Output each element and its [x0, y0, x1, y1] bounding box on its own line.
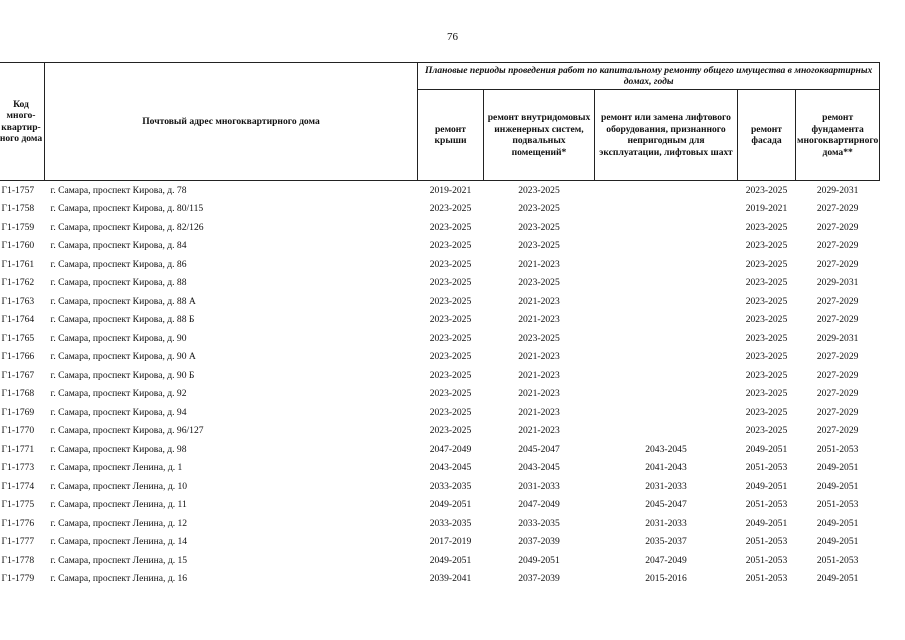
code-cell: Г1-1773	[1, 462, 35, 474]
address-cell: г. Самара, проспект Ленина, д. 11	[50, 499, 187, 511]
code-cell: Г1-1774	[1, 480, 35, 492]
elevator-period-cell	[595, 348, 738, 367]
code-cell: Г1-1776	[1, 517, 35, 529]
table-row	[0, 422, 880, 441]
address-cell: г. Самара, проспект Кирова, д. 78	[50, 184, 187, 196]
foundation-period-cell: 2027-2029	[816, 295, 859, 307]
address-cell: г. Самара, проспект Ленина, д. 1	[50, 462, 183, 474]
foundation-period-cell: 2049-2051	[816, 462, 859, 474]
table-row	[0, 200, 880, 219]
foundation-period-cell: 2049-2051	[816, 517, 859, 529]
systems-period-cell: 2023-2025	[518, 184, 560, 196]
facade-period-cell: 2023-2025	[745, 351, 788, 363]
table-header-row	[0, 63, 880, 90]
systems-period-cell: 2043-2045	[518, 462, 560, 474]
code-cell: Г1-1758	[1, 203, 35, 215]
table-row	[0, 329, 880, 348]
elevator-period-cell: 2045-2047	[645, 499, 687, 511]
roof-period-cell: 2023-2025	[429, 258, 472, 270]
elevator-period-cell	[595, 329, 738, 348]
roof-period-cell: 2023-2025	[429, 314, 472, 326]
address-cell: г. Самара, проспект Ленина, д. 15	[50, 554, 188, 566]
facade-period-cell: 2049-2051	[745, 517, 788, 529]
systems-period-cell: 2047-2049	[518, 499, 560, 511]
page-number: 76	[447, 31, 458, 43]
elevator-period-cell: 2031-2033	[645, 480, 687, 492]
elevator-period-cell: 2015-2016	[645, 573, 687, 585]
elevator-period-cell: 2035-2037	[645, 536, 687, 548]
header-address: Почтовый адрес многоквартирного дома	[45, 63, 418, 181]
header-foundation: ремонт фундамента многоквартирного дома**	[796, 90, 880, 181]
roof-period-cell: 2023-2025	[429, 295, 472, 307]
elevator-period-cell	[595, 274, 738, 293]
elevator-period-cell	[595, 403, 738, 422]
table-row	[0, 366, 880, 385]
roof-period-cell: 2017-2019	[429, 536, 472, 548]
table-row	[0, 218, 880, 237]
table-row	[0, 551, 880, 570]
elevator-period-cell	[595, 255, 738, 274]
code-cell: Г1-1757	[1, 184, 35, 196]
facade-period-cell: 2023-2025	[745, 240, 788, 252]
foundation-period-cell: 2027-2029	[816, 425, 859, 437]
foundation-period-cell: 2051-2053	[816, 443, 859, 455]
systems-period-cell: 2021-2023	[518, 406, 560, 418]
address-cell: г. Самара, проспект Кирова, д. 84	[50, 240, 187, 252]
facade-period-cell: 2023-2025	[745, 369, 788, 381]
roof-period-cell: 2023-2025	[429, 406, 472, 418]
elevator-period-cell	[595, 200, 738, 219]
table-row	[0, 385, 880, 404]
header-code: Код много-квартир-ного дома	[0, 63, 45, 181]
code-cell: Г1-1766	[1, 351, 35, 363]
roof-period-cell: 2033-2035	[429, 480, 472, 492]
repair-schedule-table	[0, 62, 880, 588]
code-cell: Г1-1763	[1, 295, 35, 307]
roof-period-cell: 2023-2025	[429, 388, 472, 400]
foundation-period-cell: 2029-2031	[816, 184, 859, 196]
roof-period-cell: 2023-2025	[429, 240, 472, 252]
address-cell: г. Самара, проспект Кирова, д. 86	[50, 258, 187, 270]
table-row	[0, 496, 880, 515]
foundation-period-cell: 2029-2031	[816, 277, 859, 289]
roof-period-cell: 2019-2021	[429, 184, 472, 196]
table-body	[0, 181, 880, 589]
code-cell: Г1-1779	[1, 573, 35, 585]
code-cell: Г1-1760	[1, 240, 35, 252]
code-cell: Г1-1770	[1, 425, 35, 437]
systems-period-cell: 2033-2035	[518, 517, 560, 529]
facade-period-cell: 2023-2025	[745, 277, 788, 289]
elevator-period-cell	[595, 181, 738, 200]
address-cell: г. Самара, проспект Кирова, д. 94	[50, 406, 187, 418]
code-cell: Г1-1767	[1, 369, 35, 381]
address-cell: г. Самара, проспект Кирова, д. 88	[50, 277, 187, 289]
systems-period-cell: 2037-2039	[518, 536, 560, 548]
facade-period-cell: 2023-2025	[745, 332, 788, 344]
foundation-period-cell: 2051-2053	[816, 499, 859, 511]
facade-period-cell: 2023-2025	[745, 388, 788, 400]
facade-period-cell: 2023-2025	[745, 406, 788, 418]
table-row	[0, 570, 880, 589]
elevator-period-cell	[595, 422, 738, 441]
facade-period-cell: 2019-2021	[745, 203, 788, 215]
systems-period-cell: 2023-2025	[518, 203, 560, 215]
systems-period-cell: 2021-2023	[518, 295, 560, 307]
elevator-period-cell: 2041-2043	[645, 462, 687, 474]
elevator-period-cell	[595, 237, 738, 256]
systems-period-cell: 2023-2025	[518, 240, 560, 252]
address-cell: г. Самара, проспект Кирова, д. 80/115	[50, 203, 204, 215]
roof-period-cell: 2023-2025	[429, 203, 472, 215]
code-cell: Г1-1764	[1, 314, 35, 326]
elevator-period-cell: 2031-2033	[645, 517, 687, 529]
foundation-period-cell: 2027-2029	[816, 240, 859, 252]
table-row	[0, 459, 880, 478]
code-cell: Г1-1778	[1, 554, 35, 566]
facade-period-cell: 2023-2025	[745, 314, 788, 326]
foundation-period-cell: 2029-2031	[816, 332, 859, 344]
roof-period-cell: 2047-2049	[429, 443, 472, 455]
table-row	[0, 533, 880, 552]
systems-period-cell: 2037-2039	[518, 573, 560, 585]
roof-period-cell: 2049-2051	[429, 554, 472, 566]
roof-period-cell: 2023-2025	[429, 221, 472, 233]
elevator-period-cell	[595, 218, 738, 237]
systems-period-cell: 2021-2023	[518, 351, 560, 363]
elevator-period-cell	[595, 385, 738, 404]
table-row	[0, 274, 880, 293]
roof-period-cell: 2043-2045	[429, 462, 472, 474]
systems-period-cell: 2021-2023	[518, 314, 560, 326]
foundation-period-cell: 2027-2029	[816, 314, 859, 326]
roof-period-cell: 2023-2025	[429, 332, 472, 344]
foundation-period-cell: 2027-2029	[816, 388, 859, 400]
foundation-period-cell: 2027-2029	[816, 351, 859, 363]
header-roof: ремонт крыши	[418, 90, 484, 181]
header-facade: ремонт фасада	[738, 90, 796, 181]
facade-period-cell: 2051-2053	[745, 462, 788, 474]
address-cell: г. Самара, проспект Кирова, д. 92	[50, 388, 187, 400]
foundation-period-cell: 2027-2029	[816, 406, 859, 418]
systems-period-cell: 2021-2023	[518, 425, 560, 437]
facade-period-cell: 2051-2053	[745, 499, 788, 511]
foundation-period-cell: 2027-2029	[816, 221, 859, 233]
code-cell: Г1-1765	[1, 332, 35, 344]
table-row	[0, 292, 880, 311]
foundation-period-cell: 2027-2029	[816, 369, 859, 381]
elevator-period-cell	[595, 292, 738, 311]
address-cell: г. Самара, проспект Ленина, д. 14	[50, 536, 188, 548]
roof-period-cell: 2039-2041	[429, 573, 472, 585]
address-cell: г. Самара, проспект Ленина, д. 12	[50, 517, 188, 529]
roof-period-cell: 2023-2025	[429, 425, 472, 437]
table-row	[0, 237, 880, 256]
address-cell: г. Самара, проспект Кирова, д. 98	[50, 443, 187, 455]
address-cell: г. Самара, проспект Кирова, д. 90 Б	[50, 369, 195, 381]
roof-period-cell: 2033-2035	[429, 517, 472, 529]
foundation-period-cell: 2049-2051	[816, 480, 859, 492]
address-cell: г. Самара, проспект Кирова, д. 90	[50, 332, 187, 344]
systems-period-cell: 2023-2025	[518, 221, 560, 233]
foundation-period-cell: 2049-2051	[816, 536, 859, 548]
address-cell: г. Самара, проспект Кирова, д. 88 А	[50, 295, 196, 307]
address-cell: г. Самара, проспект Кирова, д. 88 Б	[50, 314, 195, 326]
address-cell: г. Самара, проспект Ленина, д. 10	[50, 480, 188, 492]
address-cell: г. Самара, проспект Кирова, д. 90 А	[50, 351, 196, 363]
code-cell: Г1-1775	[1, 499, 35, 511]
foundation-period-cell: 2027-2029	[816, 203, 859, 215]
code-cell: Г1-1761	[1, 258, 35, 270]
systems-period-cell: 2045-2047	[518, 443, 560, 455]
facade-period-cell: 2023-2025	[745, 184, 788, 196]
roof-period-cell: 2023-2025	[429, 369, 472, 381]
facade-period-cell: 2023-2025	[745, 221, 788, 233]
address-cell: г. Самара, проспект Кирова, д. 82/126	[50, 221, 204, 233]
code-cell: Г1-1777	[1, 536, 35, 548]
roof-period-cell: 2023-2025	[429, 351, 472, 363]
facade-period-cell: 2023-2025	[745, 258, 788, 270]
systems-period-cell: 2049-2051	[518, 554, 560, 566]
table-row	[0, 403, 880, 422]
table-row	[0, 514, 880, 533]
systems-period-cell: 2021-2023	[518, 258, 560, 270]
foundation-period-cell: 2027-2029	[816, 258, 859, 270]
systems-period-cell: 2023-2025	[518, 277, 560, 289]
systems-period-cell: 2023-2025	[518, 332, 560, 344]
facade-period-cell: 2051-2053	[745, 536, 788, 548]
code-cell: Г1-1771	[1, 443, 35, 455]
address-cell: г. Самара, проспект Ленина, д. 16	[50, 573, 188, 585]
elevator-period-cell: 2043-2045	[645, 443, 687, 455]
systems-period-cell: 2021-2023	[518, 388, 560, 400]
elevator-period-cell	[595, 311, 738, 330]
foundation-period-cell: 2051-2053	[816, 554, 859, 566]
systems-period-cell: 2031-2033	[518, 480, 560, 492]
facade-period-cell: 2049-2051	[745, 443, 788, 455]
address-cell: г. Самара, проспект Кирова, д. 96/127	[50, 425, 204, 437]
table-row	[0, 477, 880, 496]
table-row	[0, 348, 880, 367]
header-elevator: ремонт или замена лифтового оборудования, признанного непригодным для эксплуатации, лифтовых шахт	[595, 90, 738, 181]
table-row	[0, 181, 880, 200]
table-row	[0, 311, 880, 330]
facade-period-cell: 2051-2053	[745, 573, 788, 585]
systems-period-cell: 2021-2023	[518, 369, 560, 381]
facade-period-cell: 2023-2025	[745, 425, 788, 437]
code-cell: Г1-1769	[1, 406, 35, 418]
roof-period-cell: 2023-2025	[429, 277, 472, 289]
table-row	[0, 440, 880, 459]
elevator-period-cell: 2047-2049	[645, 554, 687, 566]
elevator-period-cell	[595, 366, 738, 385]
facade-period-cell: 2051-2053	[745, 554, 788, 566]
code-cell: Г1-1768	[1, 388, 35, 400]
facade-period-cell: 2023-2025	[745, 295, 788, 307]
header-periods: Плановые периоды проведения работ по капитальному ремонту общего имущества в многоквартирных домах, годы	[418, 63, 880, 90]
foundation-period-cell: 2049-2051	[816, 573, 859, 585]
code-cell: Г1-1759	[1, 221, 35, 233]
code-cell: Г1-1762	[1, 277, 35, 289]
roof-period-cell: 2049-2051	[429, 499, 472, 511]
table-row	[0, 255, 880, 274]
header-systems: ремонт внутридомовых инженерных систем, подвальных помещений*	[484, 90, 595, 181]
facade-period-cell: 2049-2051	[745, 480, 788, 492]
